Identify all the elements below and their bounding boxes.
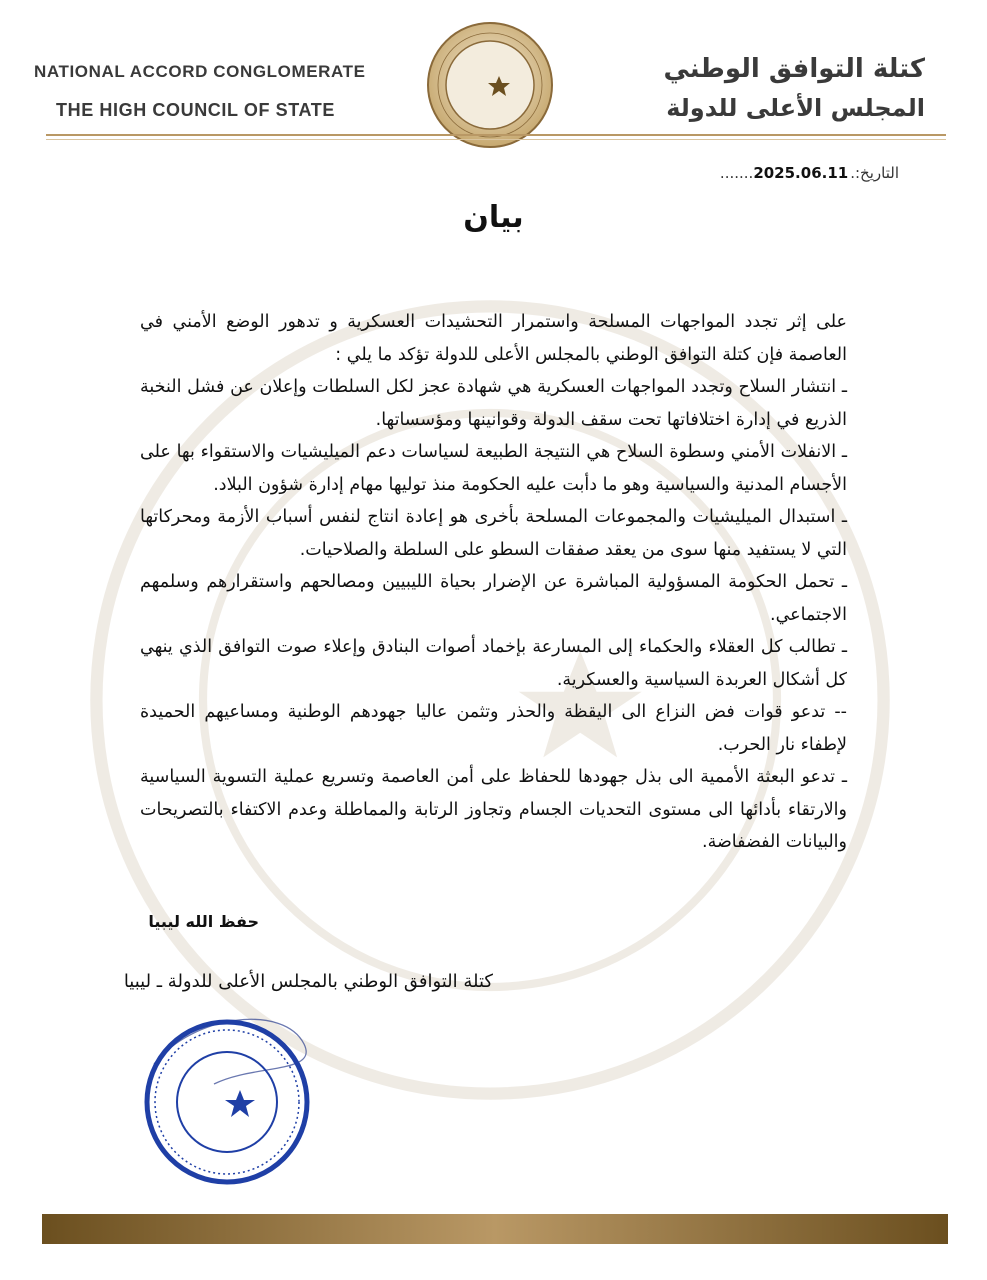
point-2: ـ الانفلات الأمني وسطوة السلاح هي النتيجة الطبيعة لسياسات دعم الميليشيات والاستقواء بها على الأجسام المدنية والسياسية وهو ما دأبت عليه الحكومة منذ توليها مهام إدارة شؤون البلاد. bbox=[140, 442, 847, 495]
official-stamp bbox=[134, 1004, 320, 1190]
statement-title: بيان bbox=[463, 200, 524, 235]
closing-phrase: حفظ الله ليبيا bbox=[148, 912, 259, 931]
date-label: التاريخ: bbox=[855, 164, 899, 182]
date-row bbox=[720, 164, 899, 182]
intro-paragraph: على إثر تجدد المواجهات المسلحة واستمرار التحشيدات العسكرية و تدهور الوضع الأمني في العاصمة فإن كتلة التوافق الوطني بالمجلس الأعلى للدولة تؤكد ما يلي : bbox=[140, 312, 847, 365]
header-english-line2: THE HIGH COUNCIL OF STATE bbox=[56, 100, 335, 120]
point-5: ـ تطالب كل العقلاء والحكماء إلى المسارعة بإخماد أصوات البنادق وإعلاء صوت التوافق الذي ينهي كل أشكال العربدة السياسية والعسكرية. bbox=[140, 637, 847, 690]
point-3: ـ استبدال الميليشيات والمجموعات المسلحة بأخرى هو إعادة انتاج لنفس أسباب الأزمة ومحركاتها التي لا يستفيد منها سوى من يعقد صفقات السطو على السلطة والصلاحيات. bbox=[140, 507, 847, 560]
point-7: ـ تدعو البعثة الأممية الى بذل جهودها للحفاظ على أمن العاصمة وتسريع عملية التسوية السياسية والارتقاء بأدائها الى مستوى التحديات الجسام وتجاوز الرتابة والمماطلة وعدم الاكتفاء بالتصريحات والبيانات الفضفاضة. bbox=[140, 767, 847, 852]
statement-body bbox=[140, 306, 847, 859]
signatory-line: كتلة التوافق الوطني بالمجلس الأعلى للدولة ـ ليبيا bbox=[123, 971, 493, 992]
point-1: ـ انتشار السلاح وتجدد المواجهات العسكرية هي شهادة عجز لكل السلطات وإعلان عن فشل النخبة الذريع في إدارة اختلافاتها تحت سقف الدولة وقوانينها ومؤسساتها. bbox=[140, 377, 847, 430]
date-leader-dots: . bbox=[850, 164, 855, 182]
header-english-line1: NATIONAL ACCORD CONGLOMERATE bbox=[34, 62, 366, 81]
point-4: ـ تحمل الحكومة المسؤولية المباشرة عن الإضرار بحياة الليبيين ومصالحهم واستقرارهم وسلمهم الاجتماعي. bbox=[140, 572, 847, 625]
council-logo-icon bbox=[425, 20, 555, 150]
point-6: -- تدعو قوات فض النزاع الى اليقظة والحذر وتثمن عاليا جهودهم الوطنية ومساعيهم الحميدة لإطفاء نار الحرب. bbox=[140, 702, 847, 755]
header-arabic-line1: كتلة التوافق الوطني bbox=[663, 54, 925, 84]
header-arabic-line2: المجلس الأعلى للدولة bbox=[666, 94, 925, 122]
date-value: 2025.06.11 bbox=[753, 164, 849, 182]
footer-bar bbox=[42, 1214, 948, 1244]
date-trailing-dots: ....... bbox=[719, 164, 754, 182]
header-divider-thin bbox=[46, 139, 946, 140]
header-divider bbox=[46, 134, 946, 136]
